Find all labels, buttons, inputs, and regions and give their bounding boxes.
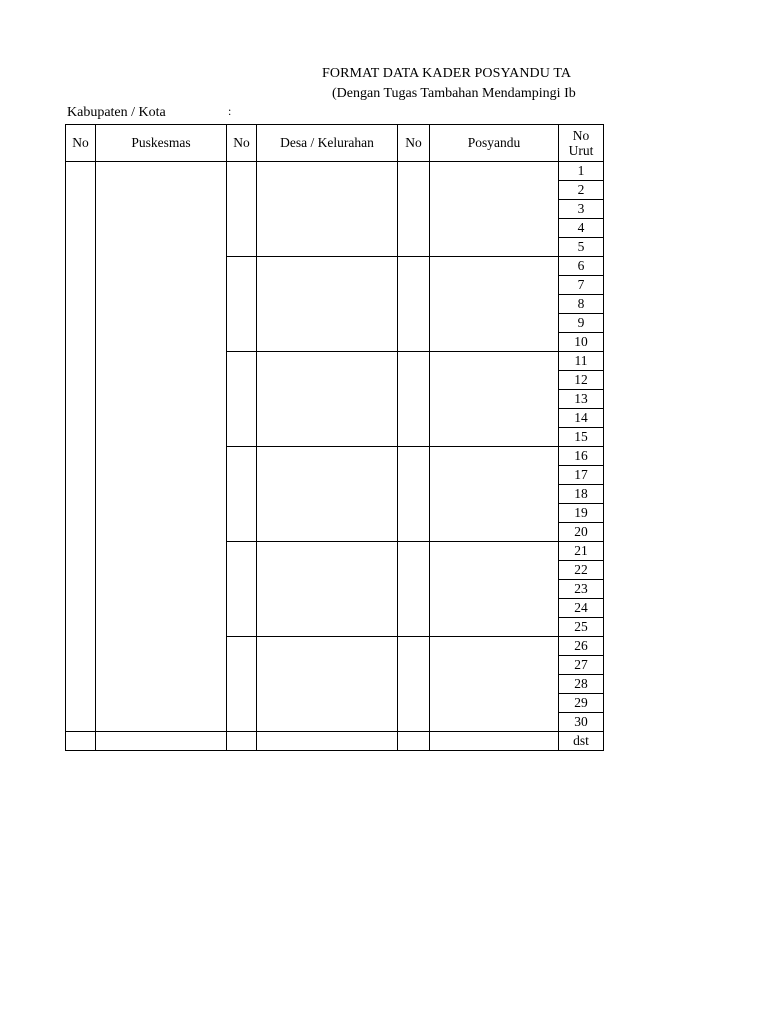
cell-no-urut: 18: [559, 485, 604, 504]
cell-no-desa[interactable]: [227, 732, 257, 751]
cell-no-urut: 28: [559, 675, 604, 694]
cell-no-desa[interactable]: [227, 352, 257, 447]
header-no-urut-line1: No: [572, 128, 590, 143]
cell-no-posyandu[interactable]: [398, 637, 430, 732]
cell-no-desa[interactable]: [227, 447, 257, 542]
cell-no-posyandu[interactable]: [398, 162, 430, 257]
cell-no-puskesmas[interactable]: [66, 162, 96, 732]
kabupaten-kota-label: Kabupaten / Kota: [67, 105, 166, 120]
page-subtitle: (Dengan Tugas Tambahan Mendampingi Ib: [332, 86, 576, 101]
cell-desa-kelurahan[interactable]: [257, 637, 398, 732]
cell-puskesmas[interactable]: [96, 162, 227, 732]
header-no-puskesmas: No: [66, 125, 96, 162]
cell-desa-kelurahan[interactable]: [257, 447, 398, 542]
cell-no-desa[interactable]: [227, 162, 257, 257]
page-title: FORMAT DATA KADER POSYANDU TA: [322, 66, 572, 81]
cell-no-urut: 2: [559, 181, 604, 200]
cell-no-urut: 4: [559, 219, 604, 238]
cell-desa-kelurahan[interactable]: [257, 352, 398, 447]
kader-data-table: [65, 124, 604, 751]
header-posyandu: Posyandu: [430, 125, 559, 162]
cell-no-urut: 1: [559, 162, 604, 181]
cell-no-urut: 22: [559, 561, 604, 580]
cell-no-urut: 16: [559, 447, 604, 466]
cell-no-urut: 20: [559, 523, 604, 542]
cell-posyandu[interactable]: [430, 162, 559, 257]
cell-no-urut: 27: [559, 656, 604, 675]
table-footer-row: [66, 732, 604, 751]
cell-desa-kelurahan[interactable]: [257, 732, 398, 751]
header-no-posyandu: No: [398, 125, 430, 162]
cell-no-puskesmas[interactable]: [66, 732, 96, 751]
cell-no-posyandu[interactable]: [398, 542, 430, 637]
cell-no-urut: 12: [559, 371, 604, 390]
cell-dst: dst: [559, 732, 604, 751]
cell-no-urut: 14: [559, 409, 604, 428]
cell-no-urut: 15: [559, 428, 604, 447]
cell-posyandu[interactable]: [430, 542, 559, 637]
cell-desa-kelurahan[interactable]: [257, 542, 398, 637]
header-puskesmas: Puskesmas: [96, 125, 227, 162]
cell-no-urut: 3: [559, 200, 604, 219]
cell-puskesmas[interactable]: [96, 732, 227, 751]
header-no-urut-text: [569, 128, 594, 158]
cell-no-urut: 11: [559, 352, 604, 371]
cell-no-urut: 17: [559, 466, 604, 485]
cell-no-posyandu[interactable]: [398, 732, 430, 751]
cell-no-urut: 25: [559, 618, 604, 637]
cell-no-posyandu[interactable]: [398, 257, 430, 352]
cell-no-urut: 10: [559, 333, 604, 352]
cell-no-desa[interactable]: [227, 637, 257, 732]
cell-posyandu[interactable]: [430, 732, 559, 751]
cell-posyandu[interactable]: [430, 352, 559, 447]
cell-desa-kelurahan[interactable]: [257, 162, 398, 257]
cell-no-urut: 24: [559, 599, 604, 618]
cell-no-desa[interactable]: [227, 542, 257, 637]
cell-desa-kelurahan[interactable]: [257, 257, 398, 352]
cell-no-posyandu[interactable]: [398, 447, 430, 542]
cell-no-urut: 30: [559, 713, 604, 732]
cell-no-urut: 23: [559, 580, 604, 599]
cell-no-urut: 9: [559, 314, 604, 333]
kabupaten-kota-separator: :: [228, 104, 232, 118]
cell-posyandu[interactable]: [430, 447, 559, 542]
table-header-row: [66, 125, 604, 162]
header-no-desa: No: [227, 125, 257, 162]
cell-posyandu[interactable]: [430, 257, 559, 352]
cell-no-urut: 6: [559, 257, 604, 276]
table-row: [66, 162, 604, 181]
cell-posyandu[interactable]: [430, 637, 559, 732]
cell-no-urut: 29: [559, 694, 604, 713]
cell-no-urut: 7: [559, 276, 604, 295]
header-no-urut: [559, 125, 604, 162]
header-desa-kelurahan: Desa / Kelurahan: [257, 125, 398, 162]
title-clip: [300, 60, 604, 108]
cell-no-urut: 26: [559, 637, 604, 656]
cell-no-urut: 13: [559, 390, 604, 409]
cell-no-urut: 8: [559, 295, 604, 314]
header-no-urut-line2: Urut: [568, 143, 594, 158]
cell-no-desa[interactable]: [227, 257, 257, 352]
cell-no-urut: 5: [559, 238, 604, 257]
cell-no-posyandu[interactable]: [398, 352, 430, 447]
cell-no-urut: 19: [559, 504, 604, 523]
cell-no-urut: 21: [559, 542, 604, 561]
